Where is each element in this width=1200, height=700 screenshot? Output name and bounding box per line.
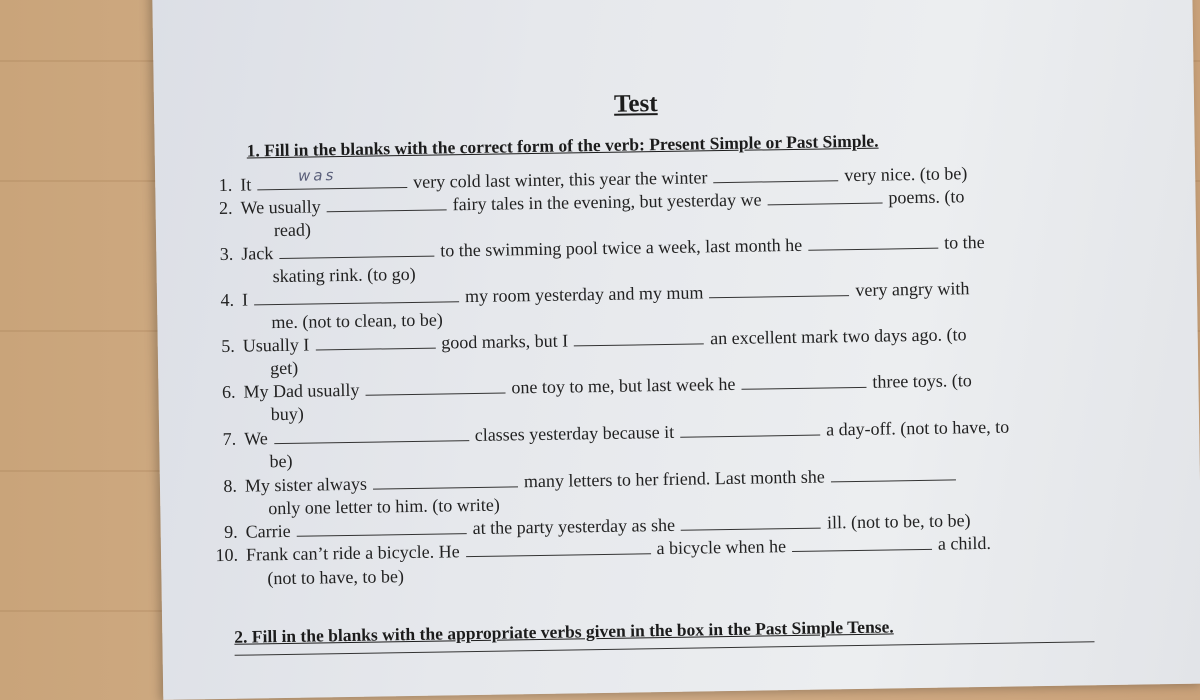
continuation-text: me. (not to clean, to be) — [271, 309, 443, 333]
answer-blank[interactable] — [681, 514, 821, 531]
continuation-text: buy) — [270, 403, 304, 425]
continuation-text: read) — [273, 219, 312, 241]
continuation-text: (not to have, to be) — [267, 566, 405, 589]
exercise-item-3: 3. Jack to the swimming pool twice a week, last month he to the — [219, 231, 985, 264]
exercise-item-5: 5. Usually I good marks, but I an excellent mark two days ago. (to — [221, 324, 967, 356]
answer-blank[interactable] — [279, 242, 434, 259]
exercise-item-4: 4. I my room yesterday and my mum very angry with — [220, 278, 970, 310]
answer-blank[interactable] — [373, 472, 518, 489]
exercise-item-8: 8. My sister always many letters to her friend. Last month she — [205, 464, 962, 497]
answer-blank[interactable] — [574, 329, 704, 346]
continuation-text: only one letter to him. (to write) — [268, 494, 500, 519]
answer-blank[interactable] — [709, 281, 849, 298]
continuation-text: be) — [269, 450, 293, 472]
answer-blank[interactable] — [680, 421, 820, 438]
answer-blank[interactable] — [831, 465, 956, 482]
exercise-item-1: 1. It very cold last winter, this year the winter very nice. (to be) — [218, 163, 968, 195]
answer-blank[interactable] — [297, 519, 467, 537]
answer-blank[interactable] — [315, 334, 435, 351]
exercise-item-9: 9. Carrie at the party yesterday as she ill. (not to be, to be) — [224, 510, 971, 542]
answer-blank[interactable] — [274, 426, 469, 444]
answer-blank[interactable] — [808, 234, 938, 251]
page-title: Test — [613, 90, 658, 118]
answer-blank[interactable] — [792, 535, 932, 552]
continuation-text: skating rink. (to go) — [272, 263, 416, 287]
answer-blank[interactable] — [465, 539, 650, 557]
answer-blank[interactable] — [741, 373, 866, 390]
section-2-heading: 2. Fill in the blanks with the appropriate verbs given in the box in the Past Simple Tense. — [234, 616, 894, 647]
continuation-text: get) — [269, 357, 299, 379]
section-1-heading: 1. Fill in the blanks with the correct form of the verb: Present Simple or Past Simple. — [246, 130, 879, 161]
answer-blank[interactable] — [365, 378, 505, 395]
handwritten-answer: was — [297, 166, 337, 185]
worksheet-page — [152, 0, 1200, 700]
exercise-item-2: 2. We usually fairy tales in the evening, but yesterday we poems. (to — [218, 186, 965, 218]
exercise-item-7: 7. We classes yesterday because it a day-off. (not to have, to — [222, 416, 1010, 449]
exercise-item-10: 10. Frank can’t ride a bicycle. He a bicycle when he a child. — [215, 532, 992, 566]
answer-blank[interactable] — [254, 287, 459, 305]
exercise-item-6: 6. My Dad usually one toy to me, but last week he three toys. (to — [221, 370, 972, 402]
answer-blank[interactable] — [326, 195, 446, 212]
answer-blank[interactable] — [767, 189, 882, 206]
answer-blank[interactable] — [713, 166, 838, 183]
